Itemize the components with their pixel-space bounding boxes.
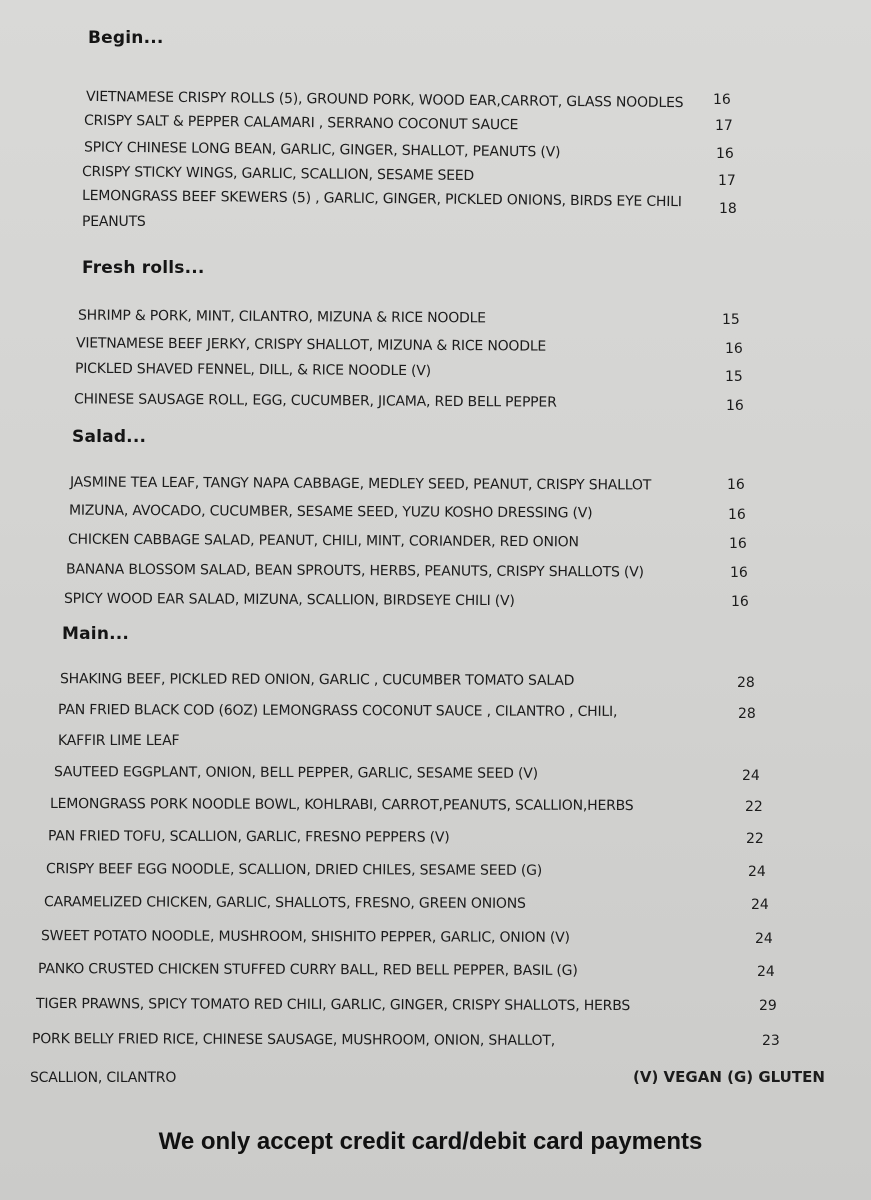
section-heading-begin: Begin... [88,28,164,48]
menu-item-price: 16 [726,398,744,414]
menu-item: PANKO CRUSTED CHICKEN STUFFED CURRY BALL, RED BELL PEPPER, BASIL (G) [37,961,578,979]
menu-item-price: 17 [715,118,733,134]
menu-item: SWEET POTATO NOODLE, MUSHROOM, SHISHITO PEPPER, GARLIC, ONION (V) [40,928,570,946]
menu-item-price: 15 [725,369,743,385]
menu-item: PAN FRIED BLACK COD (6OZ) LEMONGRASS COCONUT SAUCE , CILANTRO , CHILI, [57,702,618,720]
menu-item-price: 24 [748,864,766,880]
menu-item: SHAKING BEEF, PICKLED RED ONION, GARLIC , CUCUMBER TOMATO SALAD [59,671,575,689]
menu-item: CRISPY BEEF EGG NOODLE, SCALLION, DRIED CHILES, SESAME SEED (G) [45,861,543,879]
menu-item: VIETNAMESE CRISPY ROLLS (5), GROUND PORK, WOOD EAR,CARROT, GLASS NOODLES [85,88,684,112]
menu-item: CHINESE SAUSAGE ROLL, EGG, CUCUMBER, JICAMA, RED BELL PEPPER [73,391,557,411]
menu-item-continued: SCALLION, CILANTRO [30,1070,177,1086]
menu-item-price: 16 [716,146,734,162]
menu-item-price: 18 [719,201,737,217]
dietary-legend: (V) VEGAN (G) GLUTEN [633,1068,825,1086]
menu-item: SAUTEED EGGPLANT, ONION, BELL PEPPER, GARLIC, SESAME SEED (V) [53,764,538,782]
menu-item: SPICY CHINESE LONG BEAN, GARLIC, GINGER, SHALLOT, PEANUTS (V) [83,139,561,161]
menu-item-price: 24 [751,897,769,913]
section-heading-fresh-rolls: Fresh rolls... [82,258,205,278]
menu-item-price: 28 [738,706,756,722]
menu-item: CHICKEN CABBAGE SALAD, PEANUT, CHILI, MINT, CORIANDER, RED ONION [67,531,579,551]
menu-item-price: 16 [728,507,746,523]
menu-item: JASMINE TEA LEAF, TANGY NAPA CABBAGE, MEDLEY SEED, PEANUT, CRISPY SHALLOT [69,474,652,494]
menu-item-price: 16 [727,477,745,493]
menu-item-price: 16 [730,565,748,581]
payment-notice: We only accept credit card/debit card payments [158,1128,703,1155]
menu-item-price: 16 [725,341,743,357]
menu-item: MIZUNA, AVOCADO, CUCUMBER, SESAME SEED, YUZU KOSHO DRESSING (V) [68,502,593,522]
menu-item-price: 22 [745,799,763,815]
menu-item: CRISPY STICKY WINGS, GARLIC, SCALLION, SESAME SEED [81,163,475,185]
menu-item-price: 29 [759,998,777,1014]
menu-item-price: 17 [718,173,736,189]
menu-item: SHRIMP & PORK, MINT, CILANTRO, MIZUNA & RICE NOODLE [77,307,486,327]
menu-item: TIGER PRAWNS, SPICY TOMATO RED CHILI, GARLIC, GINGER, CRISPY SHALLOTS, HERBS [35,995,631,1015]
menu-item-price: 15 [722,312,740,328]
menu-item: PORK BELLY FRIED RICE, CHINESE SAUSAGE, MUSHROOM, ONION, SHALLOT, [31,1031,555,1049]
menu-item: LEMONGRASS BEEF SKEWERS (5) , GARLIC, GINGER, PICKLED ONIONS, BIRDS EYE CHILI [81,187,682,211]
menu-item: CRISPY SALT & PEPPER CALAMARI , SERRANO COCONUT SAUCE [83,112,519,134]
menu-item-continued: PEANUTS [82,214,146,230]
menu-item-continued: KAFFIR LIME LEAF [58,733,180,749]
section-heading-salad: Salad... [72,427,147,447]
menu-item: PICKLED SHAVED FENNEL, DILL, & RICE NOODLE (V) [74,360,431,380]
menu-item-price: 22 [746,831,764,847]
menu-item-price: 24 [742,768,760,784]
menu-item: BANANA BLOSSOM SALAD, BEAN SPROUTS, HERBS, PEANUTS, CRISPY SHALLOTS (V) [65,561,644,581]
menu-item-price: 24 [755,931,773,947]
menu-item-price: 28 [737,675,755,691]
menu-item: CARAMELIZED CHICKEN, GARLIC, SHALLOTS, FRESNO, GREEN ONIONS [43,894,526,912]
menu-item: PAN FRIED TOFU, SCALLION, GARLIC, FRESNO PEPPERS (V) [47,828,450,846]
menu-item-price: 24 [757,964,775,980]
menu-item: LEMONGRASS PORK NOODLE BOWL, KOHLRABI, CARROT,PEANUTS, SCALLION,HERBS [49,795,634,815]
menu-item-price: 16 [713,92,731,108]
section-heading-main: Main... [62,624,130,644]
menu-item: VIETNAMESE BEEF JERKY, CRISPY SHALLOT, MIZUNA & RICE NOODLE [75,335,547,355]
menu-item-price: 16 [731,594,749,610]
menu-item-price: 23 [762,1033,780,1049]
menu-item: SPICY WOOD EAR SALAD, MIZUNA, SCALLION, BIRDSEYE CHILI (V) [63,590,515,610]
menu-item-price: 16 [729,536,747,552]
